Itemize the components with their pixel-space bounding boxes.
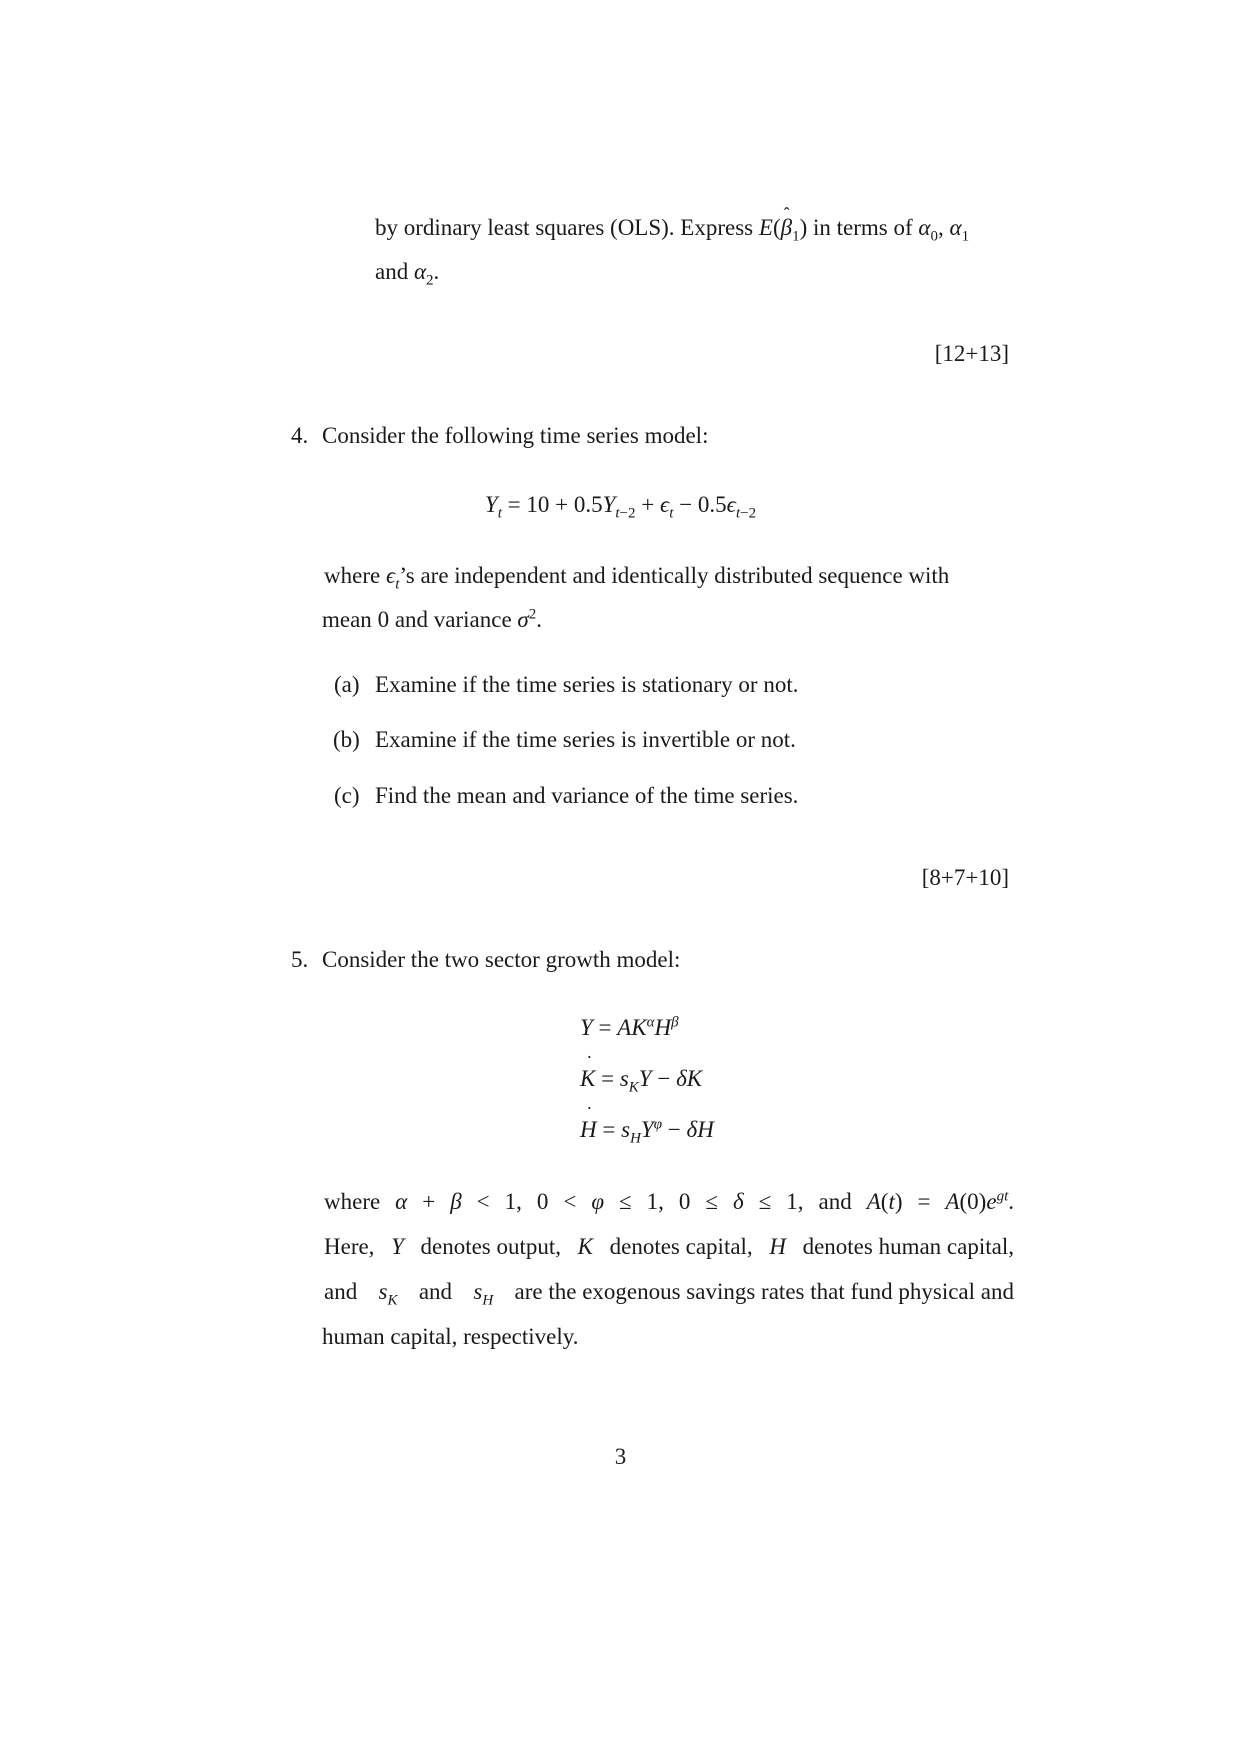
q5-here-line: Here, Y denotes output, K denotes capital, H denotes human capital, — [324, 1234, 1014, 1259]
q4-intro: Consider the following time series model: — [322, 423, 709, 448]
q5-where-line: where α + β < 1, 0 < φ ≤ 1, 0 ≤ δ ≤ 1, and A(t) = $A(0)e^{gt}$. — [324, 1188, 1014, 1214]
q3-line-2: and $\alpha_2$. — [375, 259, 440, 289]
q4-part-a-text: Examine if the time series is stationary or not. — [375, 672, 799, 697]
q5-equation-output: $Y = AK^\alpha H^\beta$ — [580, 1014, 679, 1040]
q4-marks: [8+7+10] — [921, 865, 1009, 890]
q4-where-line: where $\epsilon_t’s$ are independent and identically distributed sequence with — [324, 563, 950, 593]
page-number: 3 — [614, 1444, 627, 1469]
alpha-list-math: α — [918, 215, 931, 240]
q4-mean-line: mean 0 and variance $\sigma^2$. — [322, 606, 542, 632]
q4-part-c-text: Find the mean and variance of the time series. — [375, 783, 799, 808]
q5-savings-line: and $s_K$ and $s_H$ are the exogenous savings rates that fund physical and — [324, 1279, 1014, 1309]
q4-number: 4. — [291, 423, 309, 448]
q4-part-c-label: (c) — [334, 783, 360, 808]
q4-part-a-label: (a) — [334, 672, 360, 697]
q5-intro: Consider the two sector growth model: — [322, 947, 681, 972]
q5-final-line: human capital, respectively. — [322, 1324, 579, 1349]
q5-number: 5. — [291, 947, 309, 972]
q4-part-b-label: (b) — [333, 727, 360, 752]
q3-line-1: by ordinary least squares (OLS). Express E(ˆ $\beta_1$) in terms of $\alpha_0$, $\alpha_1$ — [375, 213, 969, 243]
q5-equation-human-capital: ˙ $H = s_HY^\varphi - \delta H$ — [580, 1115, 714, 1145]
expectation-beta1-math: E — [758, 215, 773, 240]
q4-equation: $Y_t = 10 + 0.5Y_{t-2} + \epsilon_t - 0.5\epsilon_{t-2}$ — [484, 492, 757, 522]
q4-part-b-text: Examine if the time series is invertible or not. — [375, 727, 796, 752]
q5-equation-capital: ˙ $K = s_KY - \delta K$ — [580, 1064, 702, 1094]
q3-marks: [12+13] — [934, 341, 1009, 366]
